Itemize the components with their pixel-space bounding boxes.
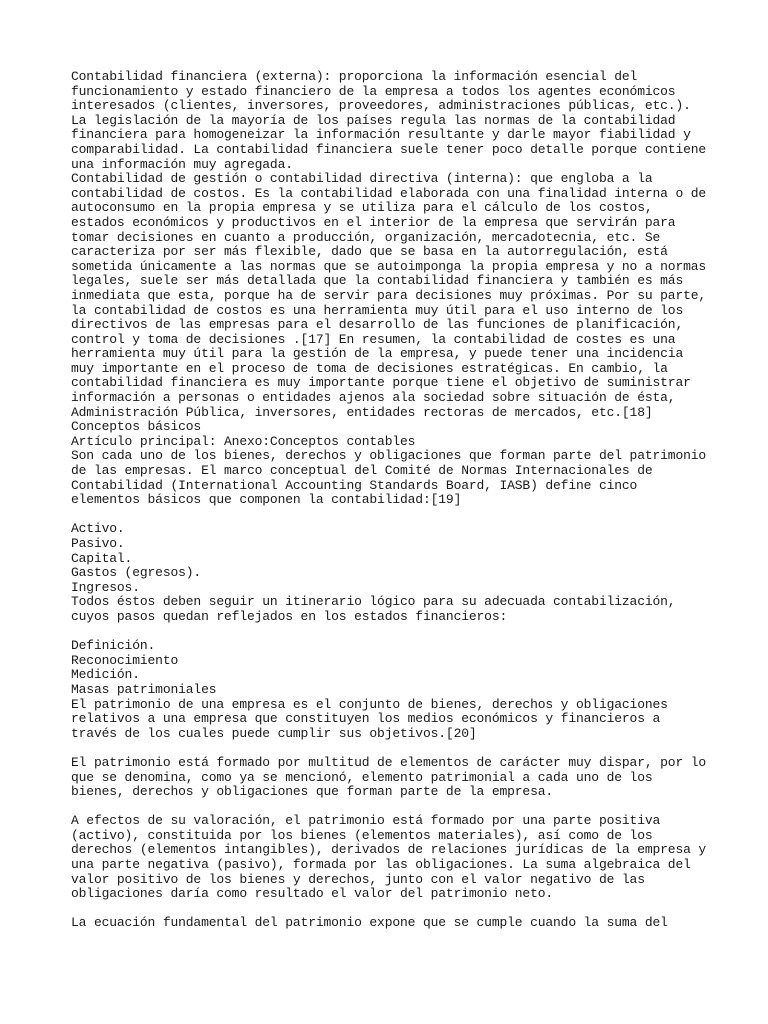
text-line: elementos básicos que componen la contabilidad:[19]	[71, 492, 462, 508]
text-line: Masas patrimoniales	[71, 681, 217, 697]
text-line: Conceptos básicos	[71, 419, 202, 435]
text-line: Contabilidad financiera (externa): proporciona la información esencial del	[71, 69, 638, 84]
text-line: estados económicos y productivos en el interior de la empresa que servirán para	[71, 214, 676, 230]
text-line: obligaciones daría como resultado el valor del patrimonio neto.	[71, 886, 554, 902]
text-line: A efectos de su valoración, el patrimonio está formado por una parte positiva	[71, 813, 661, 829]
text-line: autoconsumo en la propia empresa y se utiliza para el cálculo de los costos,	[71, 200, 653, 216]
text-line: Contabilidad de gestión o contabilidad directiva (interna): que engloba a la	[71, 171, 653, 187]
text-line: (activo), constituida por los bienes (elementos materiales), así como de los	[71, 827, 653, 843]
text-line: Contabilidad (International Accounting Standards Board, IASB) define cinco	[71, 477, 638, 493]
text-line: que se denomina, como ya se mencionó, elemento patrimonial a cada uno de los	[71, 769, 653, 785]
text-line: Definición.	[71, 638, 156, 654]
text-line: contabilidad financiera es muy importante porque tiene el objetivo de suministrar	[71, 375, 691, 391]
text-line: una parte negativa (pasivo), formada por las obligaciones. La suma algebraica del	[71, 857, 691, 873]
text-line: Administración Pública, inversores, entidades rectoras de mercados, etc.[18]	[71, 404, 653, 420]
text-line: El patrimonio está formado por multitud de elementos de carácter muy dispar, por lo	[71, 754, 707, 770]
text-line: derechos (elementos intangibles), derivados de relaciones jurídicas de la empresa y	[71, 842, 707, 858]
text-line: La legislación de la mayoría de los países regula las normas de la contabilidad	[71, 112, 676, 128]
text-line: directivos de las empresas para el desarrollo de las funciones de planificación,	[71, 317, 684, 333]
text-line: tomar decisiones en cuanto a producción, organización, mercadotecnia, etc. Se	[71, 229, 661, 245]
text-line: La ecuación fundamental del patrimonio expone que se cumple cuando la suma del	[71, 915, 668, 931]
text-line: financiera para homogeneizar la información resultante y darle mayor fiabilidad y	[71, 127, 691, 143]
text-line: inmediata que esta, porque ha de servir para decisiones muy próximas. Por su parte,	[71, 287, 707, 303]
text-line: Capital.	[71, 550, 133, 566]
text-line: caracteriza por ser más flexible, dado que se basa en la autorregulación, está	[71, 244, 668, 260]
text-line: relativos a una empresa que constituyen los medios económicos y financieros a	[71, 711, 661, 727]
text-line: comparabilidad. La contabilidad financiera suele tener poco detalle porque contiene	[71, 141, 707, 157]
text-line: interesados (clientes, inversores, proveedores, administraciones públicas, etc.).	[71, 98, 691, 114]
text-line: de las empresas. El marco conceptual del Comité de Normas Internacionales de	[71, 463, 653, 479]
text-line: Artículo principal: Anexo:Conceptos contables	[71, 433, 416, 449]
text-line: valor positivo de los bienes y derechos, junto con el valor negativo de las	[71, 871, 645, 887]
text-line: bienes, derechos y obligaciones que forman parte de la empresa.	[71, 784, 554, 800]
blank-line	[71, 508, 711, 523]
text-line: cuyos pasos quedan reflejados en los estados financieros:	[71, 608, 508, 624]
text-line: través de los cuales puede cumplir sus objetivos.[20]	[71, 725, 477, 741]
text-line: la contabilidad de costos es una herramienta muy útil para el uso interno de los	[71, 302, 684, 318]
text-line: funcionamiento y estado financiero de la empresa a todos los agentes económicos	[71, 83, 676, 99]
text-line: El patrimonio de una empresa es el conjunto de bienes, derechos y obligaciones	[71, 696, 668, 712]
text-line: Pasivo.	[71, 536, 125, 551]
text-line: Medición.	[71, 667, 140, 683]
text-line: contabilidad de costos. Es la contabilidad elaborada con una finalidad interna o de	[71, 185, 707, 201]
text-line: información a personas o entidades ajenos ala sociedad sobre situación de ésta,	[71, 390, 676, 406]
blank-line	[71, 902, 711, 917]
text-line: Gastos (egresos).	[71, 565, 202, 581]
text-line: Son cada uno de los bienes, derechos y obligaciones que forman parte del patrimonio	[71, 448, 707, 464]
text-line: Reconocimiento	[71, 652, 179, 668]
text-line: sometida únicamente a las normas que se autoimponga la propia empresa y no a normas	[71, 258, 707, 274]
text-line: Activo.	[71, 521, 125, 537]
text-line: Ingresos.	[71, 579, 140, 595]
text-line: muy importante en el proceso de toma de decisiones estratégicas. En cambio, la	[71, 360, 668, 376]
blank-line	[71, 800, 711, 815]
text-line: Todos éstos deben seguir un itinerario lógico para su adecuada contabilización,	[71, 594, 676, 610]
text-line: herramienta muy útil para la gestión de la empresa, y puede tener una incidencia	[71, 346, 684, 362]
blank-line	[71, 741, 711, 756]
document-body	[71, 70, 711, 931]
text-line: una información muy agregada.	[71, 156, 293, 172]
blank-line	[71, 625, 711, 640]
text-line: control y toma de decisiones .[17] En resumen, la contabilidad de costes es una	[71, 331, 676, 347]
text-line: legales, suele ser más detallada que la contabilidad financiera y también es más	[71, 273, 684, 289]
